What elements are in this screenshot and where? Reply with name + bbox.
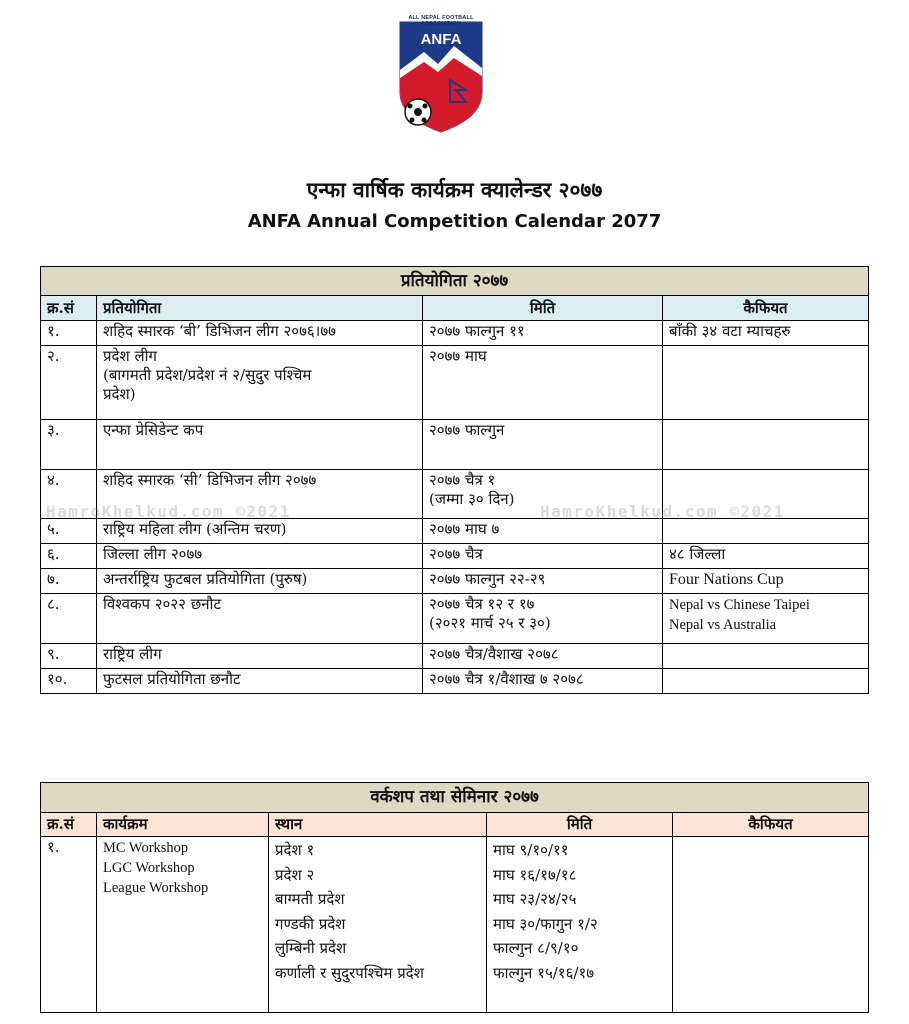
cell-date-line: २०७७ फाल्गुन (429, 421, 505, 439)
cell-date (423, 644, 663, 669)
logo-org-text: ALL NEPAL FOOTBALL ASSOCIATION (408, 15, 474, 27)
cell-remarks (663, 594, 869, 644)
cell-competition (97, 569, 423, 594)
cell-date (423, 420, 663, 470)
cell-date (423, 519, 663, 544)
ws-place-item: गण्डकी प्रदेश (275, 914, 346, 933)
ws-place-item: लुम्बिनी प्रदेश (275, 939, 347, 957)
cell-sn: १. (41, 321, 97, 346)
logo-abbr: ANFA (420, 31, 462, 48)
table-row (41, 644, 869, 669)
table-row (41, 594, 869, 644)
ws-program-item: League Workshop (103, 880, 209, 896)
workshop-table (40, 782, 869, 1013)
cell-competition-line: जिल्ला लीग २०७७ (103, 545, 203, 563)
ws-header-date: मिति (487, 813, 673, 837)
cell-remarks (663, 569, 869, 594)
table-row (41, 669, 869, 694)
cell-date (423, 346, 663, 420)
cell-sn: ९. (41, 644, 97, 669)
ws-program-item: MC Workshop (103, 840, 189, 856)
cell-date-line: २०७७ माघ (429, 347, 487, 365)
cell-date-line: (२०२१ मार्च २५ र ३०) (429, 614, 551, 632)
cell-date-line: २०७७ चैत्र १२ र १७ (429, 595, 535, 613)
ws-date-item: फाल्गुन ८/९/१० (493, 939, 579, 957)
cell-remarks (663, 346, 869, 420)
cell-date-line: २०७७ चैत्र/वैशाख २०७८ (429, 645, 559, 663)
cell-competition-line: शहिद स्मारक ‘बी’ डिभिजन लीग २०७६।७७ (103, 322, 336, 340)
ws-programs (97, 837, 269, 1013)
ws-place-item: बाग्मती प्रदेश (275, 890, 345, 908)
cell-competition-line: राष्ट्रिय महिला लीग (अन्तिम चरण) (103, 520, 287, 538)
col-header-sn: क्र.सं (41, 296, 97, 321)
cell-competition (97, 644, 423, 669)
ws-date-item: माघ ३०/फागुन १/२ (493, 914, 598, 933)
competition-section-title: प्रतियोगिता २०७७ (41, 267, 869, 296)
cell-sn: ५. (41, 519, 97, 544)
cell-competition-line: शहिद स्मारक ‘सी’ डिभिजन लीग २०७७ (103, 471, 317, 489)
ws-place-item: कर्णाली र सुदुरपश्चिम प्रदेश (275, 963, 424, 982)
ws-header-remarks: कैफियत (673, 813, 869, 837)
cell-remarks-line: Four Nations Cup (669, 571, 784, 588)
cell-competition (97, 594, 423, 644)
cell-remarks-line: Nepal vs Australia (669, 617, 777, 633)
cell-sn: ४. (41, 470, 97, 519)
cell-date-line: २०७७ चैत्र १ (429, 471, 496, 489)
cell-remarks-line: Nepal vs Chinese Taipei (669, 597, 810, 613)
cell-competition-line: राष्ट्रिय लीग (103, 645, 162, 663)
col-header-competition: प्रतियोगिता (97, 296, 423, 321)
ws-remarks (673, 837, 869, 1013)
table-row (41, 569, 869, 594)
watermark-right: HamroKhelkud.com ©2021 (540, 502, 785, 521)
cell-date-line: २०७७ चैत्र १/वैशाख ७ २०७८ (429, 670, 584, 688)
ws-places (269, 837, 487, 1013)
ws-program-item: LGC Workshop (103, 860, 195, 876)
cell-competition (97, 420, 423, 470)
cell-date-line: (जम्मा ३० दिन) (429, 490, 515, 508)
cell-competition-line: अन्तर्राष्ट्रिय फुटबल प्रतियोगिता (पुरुष) (103, 570, 308, 588)
cell-competition-line: प्रदेश लीग (103, 347, 157, 365)
cell-remarks (663, 519, 869, 544)
cell-remarks (663, 420, 869, 470)
ws-date-item: फाल्गुन १५/१६/१७ (493, 963, 595, 982)
anfa-logo (394, 14, 488, 134)
table-row (41, 544, 869, 569)
col-header-remarks: कैफियत (663, 296, 869, 321)
page-title-english: ANFA Annual Competition Calendar 2077 (247, 211, 662, 232)
cell-date (423, 569, 663, 594)
cell-date (423, 669, 663, 694)
cell-competition (97, 519, 423, 544)
ws-header-place: स्थान (269, 813, 487, 837)
cell-competition-line: विश्वकप २०२२ छनौट (103, 595, 222, 613)
cell-sn: १०. (41, 669, 97, 694)
cell-sn: ८. (41, 594, 97, 644)
cell-competition (97, 321, 423, 346)
ws-date-item: माघ १६/१७/१८ (493, 865, 577, 884)
cell-competition (97, 544, 423, 569)
cell-competition (97, 669, 423, 694)
ws-dates (487, 837, 673, 1013)
table-row (41, 321, 869, 346)
cell-date-line: २०७७ चैत्र (429, 545, 483, 563)
cell-sn: २. (41, 346, 97, 420)
watermark-left: HamroKhelkud.com ©2021 (46, 502, 291, 521)
cell-date-line: २०७७ फाल्गुन २२-२९ (429, 570, 546, 588)
cell-date (423, 321, 663, 346)
col-header-date: मिति (423, 296, 663, 321)
competition-table (40, 266, 869, 694)
ws-date-item: माघ ९/१०/११ (493, 841, 569, 859)
cell-remarks (663, 321, 869, 346)
cell-competition-line: फुटसल प्रतियोगिता छनौट (103, 670, 241, 688)
ws-place-item: प्रदेश १ (275, 841, 315, 859)
cell-remarks (663, 544, 869, 569)
ws-header-program: कार्यक्रम (97, 813, 269, 837)
cell-sn: ७. (41, 569, 97, 594)
table-row (41, 519, 869, 544)
ws-date-item: माघ २३/२४/२५ (493, 890, 577, 908)
cell-remarks-line: बाँकी ३४ वटा म्याचहरु (669, 322, 791, 340)
ws-header-sn: क्र.सं (41, 813, 97, 837)
table-row (41, 346, 869, 420)
cell-date (423, 544, 663, 569)
cell-date (423, 594, 663, 644)
cell-sn: ३. (41, 420, 97, 470)
table-row (41, 420, 869, 470)
cell-remarks (663, 644, 869, 669)
cell-competition-line: एन्फा प्रेसिडेन्ट कप (103, 421, 204, 439)
cell-remarks (663, 669, 869, 694)
cell-competition-line: (बागमती प्रदेश/प्रदेश नं २/सुदुर पश्चिम (103, 366, 312, 384)
page-title-nepali: एन्फा वार्षिक कार्यक्रम क्यालेन्डर २०७७ (306, 177, 603, 202)
cell-competition-line: प्रदेश) (103, 385, 136, 403)
cell-date-line: २०७७ फाल्गुन ११ (429, 322, 525, 340)
cell-remarks-line: ४८ जिल्ला (669, 545, 726, 563)
cell-sn: ६. (41, 544, 97, 569)
ws-place-item: प्रदेश २ (275, 865, 315, 884)
workshop-section-title: वर्कशप तथा सेमिनार २०७७ (41, 783, 869, 813)
cell-competition (97, 346, 423, 420)
cell-date-line: २०७७ माघ ७ (429, 520, 500, 538)
workshop-row (41, 837, 869, 1013)
ws-sn: १. (41, 837, 97, 1013)
